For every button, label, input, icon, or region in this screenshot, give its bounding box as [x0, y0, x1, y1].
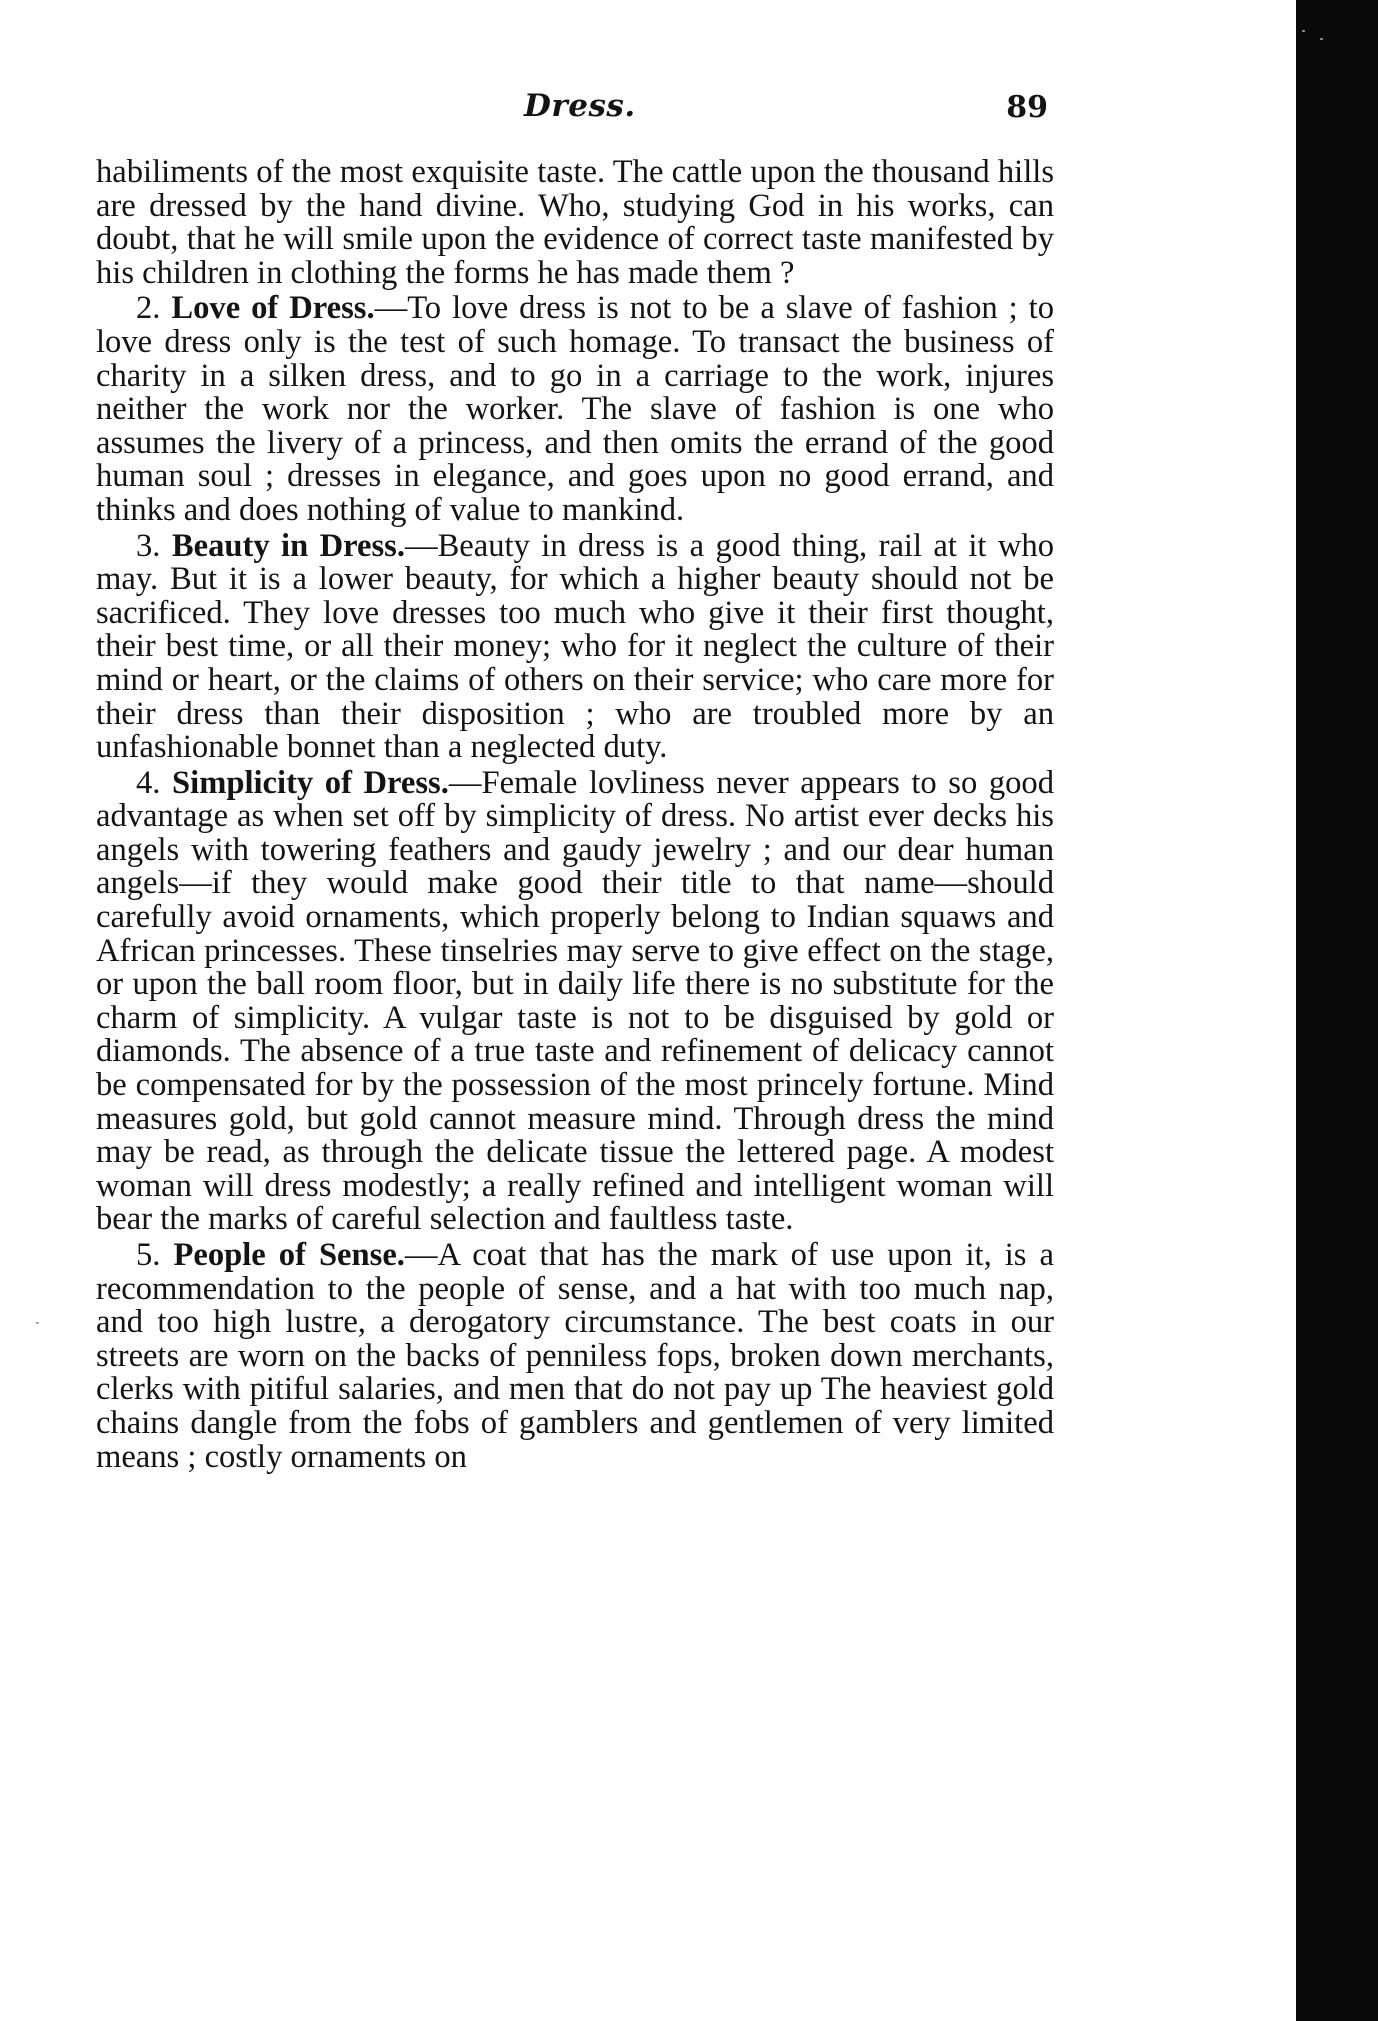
paragraph-text: —A coat that has the mark of use upon it, is a recommendation to the people of sense, and a hat with too much nap, and too high lustre, a derogatory circumstance. The best coats in our streets are worn on the backs of penniless fops, broken down merchants, clerks with pitiful salaries, and men that do not pay up The heaviest gold chains dangle from the fobs of gamblers and gentlemen of very limited means ; costly ornaments on [96, 1237, 1054, 1475]
scan-speck [1320, 38, 1323, 40]
section-heading: Beauty in Dress. [171, 527, 405, 564]
section-love-of-dress [96, 292, 1054, 527]
scan-edge-shadow [1296, 0, 1378, 2021]
section-number: 2. [136, 290, 161, 327]
paragraph-continuation [96, 156, 1054, 290]
section-simplicity-of-dress [96, 764, 1055, 1238]
book-page [96, 88, 1054, 1476]
page-number: 89 [1006, 90, 1048, 125]
section-number: 4. [136, 764, 161, 801]
paragraph-text: —Female lovliness never appears to so good advantage as when set off by simplicity of dress. No artist ever decks his angels with towering feathers and gaudy jewelry ; and our dear human angels—if they would make good their title to that name—should carefully avoid ornaments, which properly belong to Indian squaws and African princesses. These tinselries may serve to give effect on the stage, or upon the ball room floor, but in daily life there is no substitute for the charm of simplicity. A vulgar taste is not to be disguised by gold or diamonds. The absence of a true taste and refinement of delicacy cannot be compensated for by the possession of the most princely fortune. Mind measures gold, but gold cannot measure mind. Through dress the mind may be read, as through the delicate tissue the lettered page. A modest woman will dress modestly; a really refined and intelligent woman will bear the marks of careful selection and faultless taste. [96, 764, 1055, 1238]
section-people-of-sense [96, 1239, 1054, 1474]
section-beauty-in-dress [96, 527, 1054, 766]
section-number: 5. [136, 1237, 161, 1273]
paragraph-text: habiliments of the most exquisite taste. The cattle upon the thousand hills are dressed by the hand divine. Who, studying God in his works, can doubt, that he will smile upon the evidence of correct taste manifested by his children in clothing the forms he has made them ? [96, 154, 1054, 291]
section-heading: Simplicity of Dress. [172, 764, 449, 801]
section-number: 3. [136, 527, 161, 564]
paragraph-text: —Beauty in dress is a good thing, rail at it who may. But it is a lower beauty, for which a higher beauty should not be sacrificed. They love dresses too much who give it their first thought, their best time, or all their money; who for it neglect the culture of their mind or heart, or the claims of others on their service; who care more for their dress than their disposition ; who are troubled more by an unfashionable bonnet than a neglected duty. [96, 527, 1054, 766]
running-head [96, 88, 1054, 136]
paragraph-text: —To love dress is not to be a slave of fashion ; to love dress only is the test of such homage. To transact the business of charity in a silken dress, and to go in a carriage to the work, injures neither the work nor the worker. The slave of fashion is one who assumes the livery of a princess, and then omits the errand of the good human soul ; dresses in elegance, and goes upon no good errand, and thinks and does nothing of value to mankind. [96, 290, 1054, 528]
scan-speck [1302, 30, 1305, 32]
section-heading: Love of Dress. [171, 290, 375, 327]
running-title: Dress. [524, 88, 636, 124]
section-heading: People of Sense. [173, 1237, 405, 1273]
scan-speck [36, 1322, 39, 1324]
